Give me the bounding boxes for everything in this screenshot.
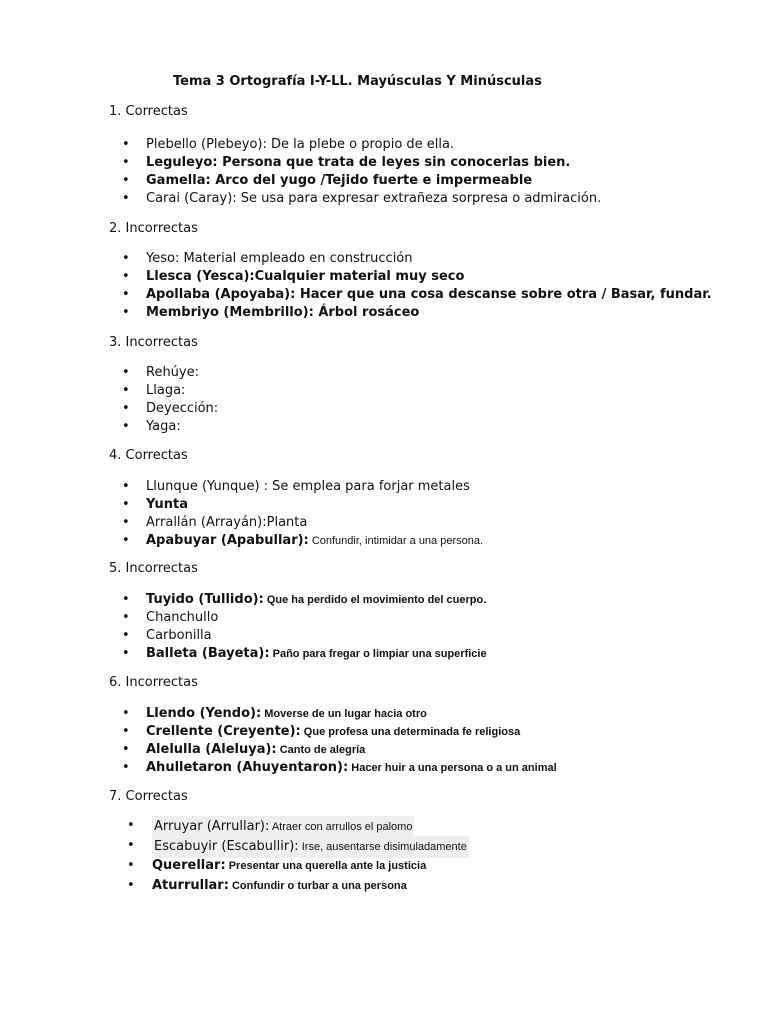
section-5 — [109, 560, 729, 663]
item-term: Ahulletaron (Ahuyentaron): — [146, 760, 349, 775]
item-term: Llunque (Yunque) : — [146, 479, 269, 494]
item-term: Escabuyir (Escabullir): — [154, 839, 299, 854]
item-term: Balleta (Bayeta): — [146, 646, 270, 661]
bullet-icon: • — [122, 497, 130, 512]
item-definition: Persona que trata de leyes sin conocerlas bien. — [217, 155, 571, 170]
item-term: Arruyar (Arrullar): — [154, 819, 270, 834]
item-definition: Hacer huir a una persona o a un animal — [348, 762, 557, 774]
list-item — [109, 532, 729, 550]
list-item — [109, 154, 729, 172]
item-definition: Confundir o turbar a una persona — [228, 880, 407, 892]
bullet-icon: • — [122, 287, 130, 302]
item-term: Carai (Caray): — [146, 191, 237, 206]
bullet-icon: • — [122, 533, 130, 548]
list-item — [109, 816, 729, 836]
item-term: Deyección: — [146, 401, 219, 416]
item-list — [109, 136, 729, 208]
section-heading: 4. Correctas — [109, 448, 188, 463]
bullet-icon: • — [122, 610, 130, 625]
section-heading: 1. Correctas — [109, 104, 188, 119]
bullet-icon: • — [122, 742, 130, 757]
item-definition: Se usa para expresar extrañeza sorpresa o admiración. — [236, 191, 602, 206]
bullet-icon: • — [122, 646, 130, 661]
item-term: Yunta — [146, 497, 188, 512]
list-item — [109, 645, 729, 663]
bullet-icon: • — [122, 365, 130, 380]
item-list — [109, 816, 729, 896]
item-definition: Arco del yugo /Tejido fuerte e impermeable — [210, 173, 533, 188]
item-definition: Canto de alegría — [276, 744, 366, 756]
list-item — [109, 856, 729, 876]
list-item — [109, 190, 729, 208]
section-heading: 5. Incorrectas — [109, 561, 198, 576]
item-term: Yeso: — [146, 251, 180, 266]
item-definition: Confundir, intimidar a una persona. — [308, 535, 484, 547]
item-term: Llendo (Yendo): — [146, 706, 262, 721]
bullet-icon: • — [122, 592, 130, 607]
item-definition: Hacer que una cosa descanse sobre otra / Basar, fundar. — [295, 287, 712, 302]
section-3 — [109, 334, 729, 436]
item-definition: De la plebe o propio de ella. — [266, 137, 455, 152]
list-item — [109, 136, 729, 154]
list-item — [109, 172, 729, 190]
bullet-icon: • — [127, 878, 135, 893]
item-list — [109, 591, 729, 663]
section-7 — [109, 788, 729, 896]
item-definition: Material empleado en construcción — [179, 251, 413, 266]
bullet-icon: • — [122, 760, 130, 775]
bullet-icon: • — [122, 479, 130, 494]
bullet-icon: • — [122, 724, 130, 739]
item-term: Gamella: — [146, 173, 211, 188]
section-6 — [109, 674, 729, 777]
item-term: Crellente (Creyente): — [146, 724, 301, 739]
item-definition: Que profesa una determinada fe religiosa — [300, 726, 521, 738]
list-item — [109, 268, 729, 286]
bullet-icon: • — [127, 858, 135, 873]
bullet-icon: • — [122, 173, 130, 188]
section-heading: 2. Incorrectas — [109, 221, 198, 236]
section-heading: 3. Incorrectas — [109, 335, 198, 350]
bullet-icon: • — [122, 706, 130, 721]
bullet-icon: • — [122, 269, 130, 284]
section-2 — [109, 220, 729, 322]
item-definition: Moverse de un lugar hacia otro — [261, 708, 427, 720]
item-definition: Planta — [266, 515, 308, 530]
list-item — [109, 400, 729, 418]
bullet-icon: • — [122, 515, 130, 530]
bullet-icon: • — [122, 419, 130, 434]
list-item — [109, 705, 729, 723]
list-item — [109, 591, 729, 609]
item-definition: Que ha perdido el movimiento del cuerpo. — [263, 594, 487, 606]
item-term: Apollaba (Apoyaba): — [146, 287, 296, 302]
list-item — [109, 836, 729, 856]
list-item — [109, 418, 729, 436]
list-item — [109, 876, 729, 896]
bullet-icon: • — [122, 628, 130, 643]
bullet-icon: • — [122, 383, 130, 398]
list-item — [109, 627, 729, 645]
document-title: Tema 3 Ortografía I-Y-LL. Mayúsculas Y Minúsculas — [173, 74, 542, 89]
bullet-icon: • — [122, 155, 130, 170]
item-definition: Se emplea para forjar metales — [268, 479, 470, 494]
bullet-icon: • — [122, 305, 130, 320]
item-term: Carbonilla — [146, 628, 212, 643]
bullet-icon: • — [122, 251, 130, 266]
item-term: Chanchullo — [146, 610, 219, 625]
section-4 — [109, 447, 729, 550]
list-item — [109, 364, 729, 382]
list-item — [109, 723, 729, 741]
item-definition: Árbol rosáceo — [313, 305, 420, 320]
item-term: Llaga: — [146, 383, 186, 398]
item-term: Alelulla (Aleluya): — [146, 742, 277, 757]
item-term: Membriyo (Membrillo): — [146, 305, 314, 320]
list-item — [109, 759, 729, 777]
item-list — [109, 250, 729, 322]
item-definition: Cualquier material muy seco — [254, 269, 465, 284]
list-item — [109, 609, 729, 627]
item-term: Leguleyo: — [146, 155, 218, 170]
item-list — [109, 478, 729, 550]
bullet-icon: • — [122, 137, 130, 152]
item-definition: Irse, ausentarse disimuladamente — [298, 841, 467, 853]
item-term: Plebello (Plebeyo): — [146, 137, 267, 152]
item-list — [109, 705, 729, 777]
list-item — [109, 286, 729, 304]
item-term: Rehúye: — [146, 365, 199, 380]
section-heading: 7. Correctas — [109, 789, 188, 804]
list-item — [109, 496, 729, 514]
item-term: Yaga: — [146, 419, 181, 434]
item-term: Querellar: — [152, 858, 226, 873]
list-item — [109, 478, 729, 496]
list-item — [109, 741, 729, 759]
bullet-icon: • — [127, 838, 135, 853]
item-term: Aturrullar: — [152, 878, 229, 893]
item-definition: Paño para fregar o limpiar una superficie — [269, 648, 487, 660]
item-definition: Atraer con arrullos el palomo — [269, 821, 413, 833]
item-term: Llesca (Yesca): — [146, 269, 255, 284]
list-item — [109, 304, 729, 322]
item-definition: Presentar una querella ante la justicia — [225, 860, 427, 872]
bullet-icon: • — [122, 401, 130, 416]
item-term: Arrallán (Arrayán): — [146, 515, 267, 530]
section-1 — [109, 103, 729, 208]
list-item — [109, 382, 729, 400]
list-item — [109, 514, 729, 532]
item-term: Apabuyar (Apabullar): — [146, 533, 309, 548]
item-list — [109, 364, 729, 436]
bullet-icon: • — [122, 191, 130, 206]
section-heading: 6. Incorrectas — [109, 675, 198, 690]
list-item — [109, 250, 729, 268]
item-term: Tuyido (Tullido): — [146, 592, 264, 607]
bullet-icon: • — [127, 818, 135, 833]
